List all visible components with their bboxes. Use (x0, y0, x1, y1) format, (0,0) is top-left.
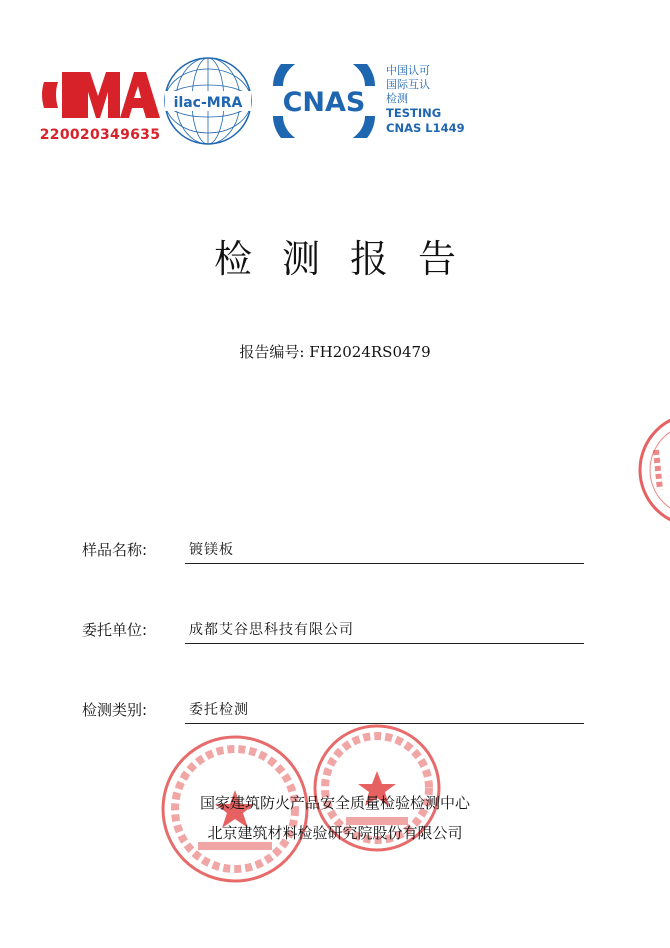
sample-name-value-line (185, 537, 584, 564)
issuer-line-2: 北京建筑材料检验研究院股份有限公司 (207, 824, 463, 842)
report-number-value: FH2024RS0479 (309, 343, 431, 361)
cnas-accreditation-text (386, 64, 496, 136)
test-type-field (82, 694, 592, 724)
client-label: 委托单位: (82, 621, 148, 639)
cma-number: 220020349635 (39, 127, 161, 143)
cma-mark-icon (38, 62, 162, 126)
sample-name-label: 样品名称: (82, 541, 148, 559)
ilac-globe-icon (163, 56, 253, 146)
client-value-line (185, 617, 584, 644)
client-value: 成都艾谷思科技有限公司 (189, 622, 354, 638)
cnas-line-cn: 中国认可 (386, 64, 430, 77)
cnas-mark-text: CNAS (282, 87, 366, 118)
client-field (82, 614, 592, 644)
edge-seal-icon (630, 410, 670, 530)
cnas-line-cn: 国际互认 (386, 78, 430, 91)
page-title: 检测报告 (213, 237, 486, 281)
report-number-label: 报告编号: (239, 343, 305, 361)
cnas-mark-icon (270, 64, 378, 138)
test-type-label: 检测类别: (82, 701, 148, 719)
report-number (0, 341, 670, 362)
test-type-value-line (185, 697, 584, 724)
issuer-line-1: 国家建筑防火产品安全质量检验检测中心 (199, 794, 470, 812)
cnas-line-en: CNAS L1449 (386, 121, 465, 135)
cma-logo (38, 62, 162, 148)
test-type-value: 委托检测 (189, 702, 249, 718)
sample-name-value: 镀镁板 (189, 542, 234, 558)
ilac-mra-logo (163, 56, 253, 146)
ilac-mark-text: ilac-MRA (173, 95, 243, 111)
cnas-line-en: TESTING (386, 106, 442, 120)
cnas-logo (270, 64, 378, 138)
cnas-line-cn: 检测 (386, 92, 408, 105)
sample-name-field (82, 534, 592, 564)
